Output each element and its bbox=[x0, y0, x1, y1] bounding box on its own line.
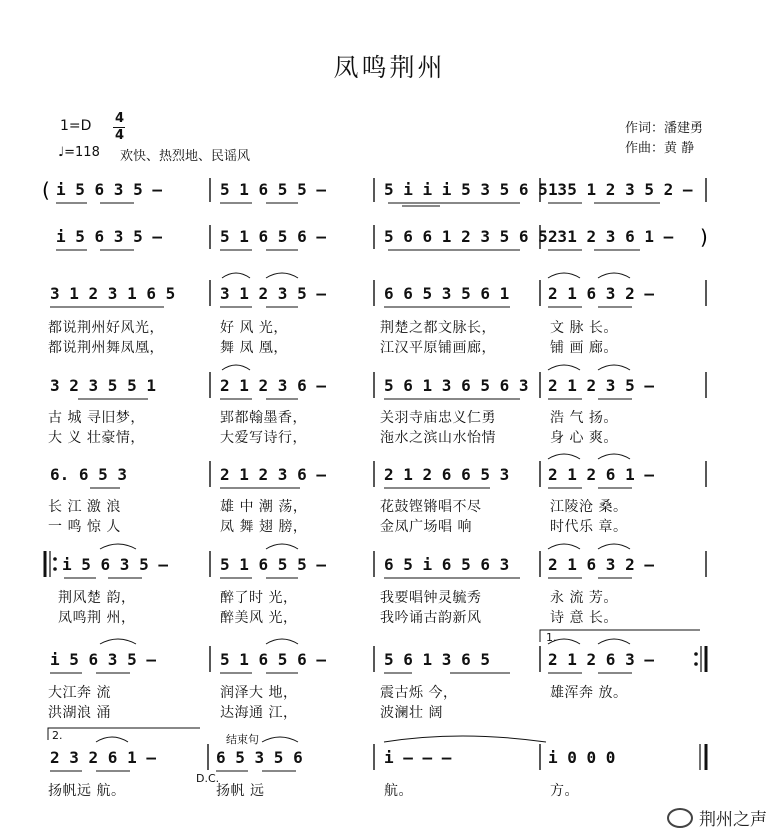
row4-lyric1-d: 永 流 芳。 bbox=[550, 590, 618, 606]
row1-lyric1-d: 文 脉 长。 bbox=[550, 320, 618, 336]
row1-bar1: 3 1 2 3 1 6 5 bbox=[50, 284, 176, 303]
row3-bar1: 6. 6 5 3 bbox=[50, 465, 128, 484]
row2-bar1: 3 2 3 5 5 1 bbox=[50, 376, 156, 395]
row1-bar2: 3 1 2 3 5 – bbox=[220, 284, 326, 303]
end-bar2: 6 5 3 5 6 bbox=[216, 748, 303, 767]
row4-lyric1-b: 醉了时 光， bbox=[220, 590, 298, 606]
row5-lyric1-a: 大江奔 流 bbox=[48, 685, 111, 701]
tempo-mark: ♩=118 bbox=[58, 145, 100, 160]
expression-mark: 欢快、热烈地、民谣风 bbox=[120, 149, 251, 164]
watermark bbox=[667, 805, 767, 830]
row1-lyric2-b: 舞 凤 凰， bbox=[220, 340, 288, 356]
row3-bar4: 2 1 2 6 1 – bbox=[548, 465, 654, 484]
row2-lyric2-d: 身 心 爽。 bbox=[550, 430, 618, 446]
row1-lyric1-c: 荆楚之都文脉长， bbox=[380, 320, 496, 336]
row2-lyric1-b: 郢都翰墨香， bbox=[220, 410, 307, 426]
row2-lyric2-c: 沲水之滨山水怡情 bbox=[380, 430, 496, 446]
row3-lyric2-d: 时代乐 章。 bbox=[550, 519, 628, 535]
row2-bar3: 5 6 1 3 6 5 6 3 bbox=[384, 376, 529, 395]
row4-bar1: i 5 6 3 5 – bbox=[62, 555, 168, 574]
row2-lyric2-b: 大爱写诗行， bbox=[220, 430, 307, 446]
row3-lyric1-c: 花鼓铿锵唱不尽 bbox=[380, 499, 482, 515]
row2-lyric1-c: 关羽寺庙忠义仁勇 bbox=[380, 410, 496, 426]
row1-bar4: 2 1 6 3 2 – bbox=[548, 284, 654, 303]
row3-lyric2-c: 金凤广场唱 响 bbox=[380, 519, 472, 535]
row5-bar3: 5 6 1 3 6 5 bbox=[384, 650, 490, 669]
intro-bar-2: 5 1 6 5 5 – bbox=[220, 180, 326, 199]
intro-bar-6: 5 1 6 5 6 – bbox=[220, 227, 326, 246]
row2-bar4: 2 1 2 3 5 – bbox=[548, 376, 654, 395]
row2-lyric1-a: 古 城 寻旧梦， bbox=[48, 410, 145, 426]
row5-lyric2-b: 达海通 江， bbox=[220, 705, 298, 721]
row4-lyric2-b: 醉美风 光， bbox=[220, 610, 298, 626]
row1-lyric2-d: 铺 画 廊。 bbox=[550, 340, 618, 356]
intro-bar-3: 5 i i i 5 3 5 6 5 3 bbox=[384, 180, 568, 199]
time-sig-bottom: 4 bbox=[115, 128, 125, 143]
row1-bar3: 6 6 5 3 5 6 1 bbox=[384, 284, 510, 303]
intro-bar-8: 2 1 2 3 6 1 – bbox=[548, 227, 674, 246]
row1-lyric2-a: 都说荆州舞凤凰， bbox=[48, 340, 164, 356]
row3-lyric2-a: 一 鸣 惊 人 bbox=[48, 519, 121, 535]
intro-bar-7: 5 6 6 1 2 3 5 6 5 3 bbox=[384, 227, 568, 246]
end-lyric-b: 扬帆 远 bbox=[216, 783, 265, 799]
wechat-icon bbox=[667, 808, 693, 828]
volta-1-label: 1. bbox=[546, 631, 557, 644]
row4-bar4: 2 1 6 3 2 – bbox=[548, 555, 654, 574]
time-sig-top: 4 bbox=[115, 111, 125, 126]
ending-phrase-mark: 结束句 bbox=[226, 733, 259, 746]
row4-lyric1-a: 荆风楚 韵， bbox=[58, 590, 136, 606]
end-lyric-a: 扬帆远 航。 bbox=[48, 783, 126, 799]
end-bar4: i 0 0 0 bbox=[548, 748, 616, 767]
svg-text:(: ( bbox=[42, 178, 50, 202]
song-title: 凤鸣荆州 bbox=[333, 53, 446, 82]
row4-lyric2-c: 我吟诵古韵新风 bbox=[380, 610, 482, 626]
row2-lyric1-d: 浩 气 扬。 bbox=[550, 410, 618, 426]
lyricist-credit: 作词：潘建勇 bbox=[625, 121, 704, 136]
intro-bar-1: i 5 6 3 5 – bbox=[56, 180, 162, 199]
row1-lyric1-b: 好 风 光， bbox=[220, 320, 288, 336]
row4-bar2: 5 1 6 5 5 – bbox=[220, 555, 326, 574]
row2-lyric2-a: 大 义 壮豪情， bbox=[48, 430, 145, 446]
key-signature: 1=D bbox=[60, 118, 92, 134]
row5-lyric2-c: 波澜壮 阔 bbox=[380, 705, 443, 721]
row3-lyric1-d: 江陵沧 桑。 bbox=[550, 499, 628, 515]
row5-bar2: 5 1 6 5 6 – bbox=[220, 650, 326, 669]
row3-lyric1-a: 长 江 激 浪 bbox=[48, 499, 121, 515]
composer-credit: 作曲：黄 静 bbox=[625, 141, 695, 156]
row3-lyric2-b: 凤 舞 翅 膀， bbox=[220, 519, 308, 535]
end-lyric-d: 方。 bbox=[550, 783, 579, 799]
end-bar3: i – – – bbox=[384, 748, 452, 767]
row5-lyric2-a: 洪湖浪 涌 bbox=[48, 705, 111, 721]
row3-bar2: 2 1 2 3 6 – bbox=[220, 465, 326, 484]
row4-lyric1-c: 我要唱钟灵毓秀 bbox=[380, 590, 482, 606]
intro-bar-5: i 5 6 3 5 – bbox=[56, 227, 162, 246]
row5-bar4: 2 1 2 6 3 – bbox=[548, 650, 654, 669]
row4-bar3: 6 5 i 6 5 6 3 bbox=[384, 555, 510, 574]
row5-lyric1-b: 润泽大 地， bbox=[220, 685, 298, 701]
row4-lyric2-d: 诗 意 长。 bbox=[550, 610, 618, 626]
row4-lyric2-a: 凤鸣荆 州， bbox=[58, 610, 136, 626]
dc-mark: D.C. bbox=[196, 772, 220, 785]
watermark-text: 荆州之声 bbox=[699, 810, 767, 830]
row2-bar2: 2 1 2 3 6 – bbox=[220, 376, 326, 395]
volta-2-label: 2. bbox=[52, 729, 63, 742]
end-lyric-c: 航。 bbox=[384, 783, 413, 799]
row5-lyric1-d: 雄浑奔 放。 bbox=[550, 685, 628, 701]
row3-bar3: 2 1 2 6 6 5 3 bbox=[384, 465, 510, 484]
svg-text:): ) bbox=[700, 225, 708, 249]
intro-bar-4: 1 5 1 2 3 5 2 – bbox=[548, 180, 693, 199]
end-bar1: 2 3 2 6 1 – bbox=[50, 748, 156, 767]
row3-lyric1-b: 雄 中 潮 荡， bbox=[220, 499, 308, 515]
row1-lyric2-c: 江汉平原铺画廊， bbox=[380, 340, 496, 356]
row5-bar1: i 5 6 3 5 – bbox=[50, 650, 156, 669]
row5-lyric1-c: 震古烁 今， bbox=[380, 685, 458, 701]
row1-lyric1-a: 都说荆州好风光， bbox=[48, 320, 164, 336]
